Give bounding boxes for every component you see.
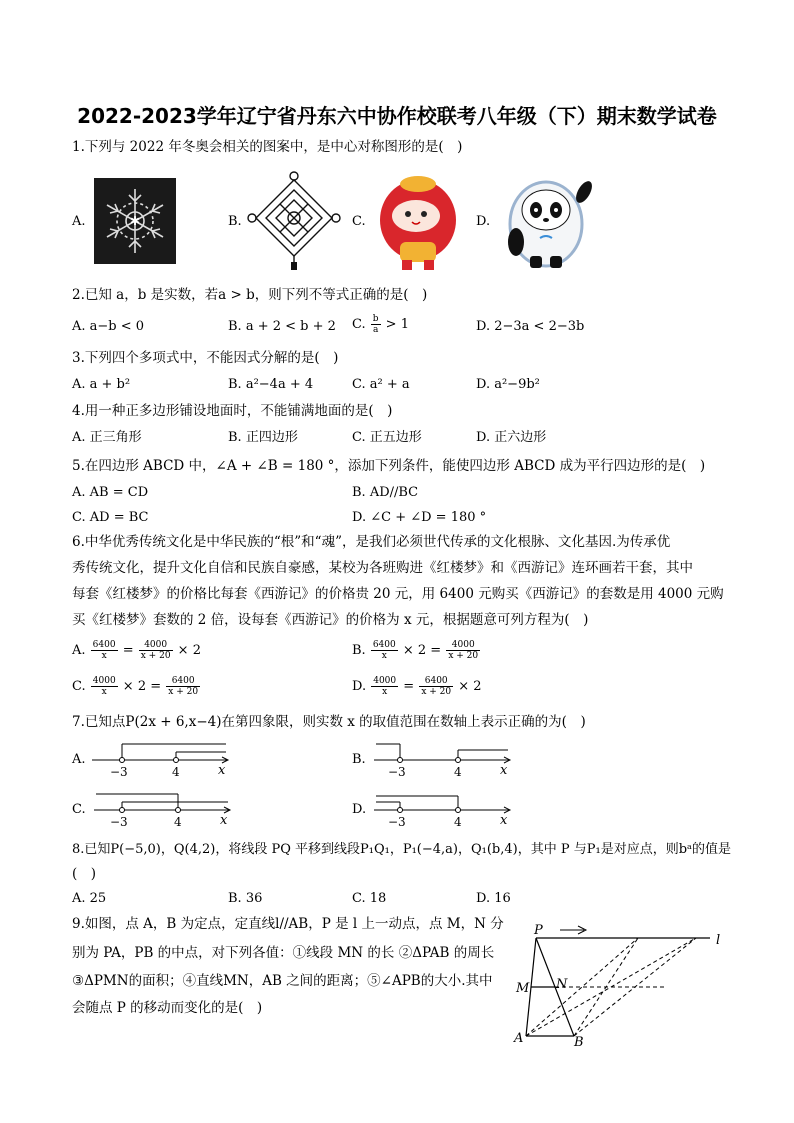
axis-x: x [218, 763, 226, 778]
fraction [139, 640, 173, 661]
q6-option-a [72, 640, 201, 661]
question-9-line-2: 别为 PA，PB 的中点，对下列各值：①线段 MN 的长 ②ΔPAB 的周长 [72, 945, 495, 961]
tick-4: 4 [172, 765, 180, 779]
fraction [446, 640, 480, 661]
fraction-denominator: x [101, 687, 107, 697]
q3-option-a: A. a + b² [72, 377, 131, 392]
axis-x: x [500, 763, 508, 778]
q5-option-d: D. ∠C + ∠D = 180 ° [352, 510, 487, 525]
fraction [419, 676, 453, 697]
q3-option-d: D. a²−9b² [476, 377, 540, 392]
tick-minus-3: −3 [388, 765, 406, 779]
number-line-a [90, 738, 240, 780]
q2-option-a: A. a−b < 0 [72, 319, 145, 334]
q7-label-c: C. [72, 802, 86, 817]
number-line-c [92, 788, 242, 830]
q6-option-c [72, 676, 201, 697]
q4-option-c: C. 正五边形 [352, 430, 422, 445]
svg-text:✱: ✱ [129, 214, 141, 228]
label-M: M [516, 981, 530, 996]
question-6-line-4: 买《红楼梦》套数的 2 倍，设每套《西游记》的价格为 x 元，根据题意可列方程为( ) [72, 612, 589, 628]
q8-option-b: B. 36 [228, 891, 263, 906]
lantern-mascot-image [372, 172, 464, 274]
fraction-numerator: 4000 [92, 676, 116, 686]
fraction [91, 640, 118, 661]
question-9-line-1: 9.如图，点 A，B 为定点，定直线l//AB，P 是 l 上一动点，点 M，N 分 [72, 916, 504, 932]
question-8-line-1: 8.已知P(−5,0)，Q(4,2)，将线段 PQ 平移到线段P₁Q₁，P₁(−4,a)，Q₁(b,4)，其中 P 与P₁是对应点，则bᵃ的值是 [72, 842, 732, 857]
q7-label-a: A. [72, 752, 86, 767]
fraction-denominator: a [372, 325, 379, 335]
fraction-denominator: x + 20 [448, 651, 479, 661]
q1-label-d: D. [476, 214, 491, 229]
q2-option-b: B. a + 2 < b + 2 [228, 319, 336, 334]
tick-4: 4 [174, 815, 182, 829]
q3-option-c: C. a² + a [352, 377, 410, 392]
q1-label-b: B. [228, 214, 242, 229]
tick-4: 4 [454, 815, 462, 829]
number-line-d [372, 788, 522, 830]
question-4-stem: 4.用一种正多边形铺设地面时，不能铺满地面的是( ) [72, 403, 393, 419]
axis-x: x [500, 813, 508, 828]
q3-option-b: B. a²−4a + 4 [228, 377, 314, 392]
tick-minus-3: −3 [110, 815, 128, 829]
fraction-numerator: 4000 [139, 640, 173, 651]
fraction-numerator: 6400 [92, 640, 116, 650]
fraction [371, 676, 398, 697]
fraction-numerator: 4000 [373, 676, 397, 686]
fraction [371, 640, 398, 661]
q5-option-c: C. AD = BC [72, 510, 149, 525]
q2-option-d: D. 2−3a < 2−3b [476, 319, 585, 334]
equals: = [118, 643, 138, 658]
q9-geometry-figure [508, 920, 730, 1048]
q7-label-b: B. [352, 752, 366, 767]
q6-option-b [352, 640, 481, 661]
question-6-line-1: 6.中华优秀传统文化是中华民族的“根”和“魂”，是我们必须世代传承的文化根脉、文化基因.为传承优 [72, 534, 671, 550]
q4-option-d: D. 正六边形 [476, 430, 547, 445]
label-P: P [534, 923, 543, 938]
q2-option-c-fraction [371, 314, 381, 335]
label-l: l [716, 933, 721, 948]
times-two: × 2 [173, 643, 201, 658]
fraction-numerator: 6400 [419, 676, 453, 687]
fraction-numerator: 6400 [166, 676, 200, 687]
q4-option-b: B. 正四边形 [228, 430, 298, 445]
page-title: 2022-2023学年辽宁省丹东六中协作校联考八年级（下）期末数学试卷 [77, 104, 717, 128]
fraction-numerator: 6400 [372, 640, 396, 650]
snowflake-image [94, 178, 176, 264]
fraction-numerator: b [372, 314, 379, 324]
label-A: A [514, 1031, 524, 1046]
question-9-line-4: 会随点 P 的移动而变化的是( ) [72, 1000, 263, 1016]
fraction [166, 676, 200, 697]
tick-4: 4 [454, 765, 462, 779]
label-B: B [574, 1035, 584, 1048]
question-3-stem: 3.下列四个多项式中，不能因式分解的是( ) [72, 350, 339, 366]
question-9-line-3: ③ΔPMN的面积；④直线MN，AB 之间的距离；⑤∠APB的大小.其中 [72, 973, 493, 989]
q5-option-a: A. AB = CD [72, 485, 149, 500]
q6-option-a-label: A. [72, 643, 86, 658]
fraction-numerator: 4000 [446, 640, 480, 651]
fraction-denominator: x [381, 651, 387, 661]
question-7-stem: 7.已知点P(2x + 6,x−4)在第四象限，则实数 x 的取值范围在数轴上表示正确的为( ) [72, 714, 586, 730]
q6-option-d [352, 676, 482, 697]
question-5-stem: 5.在四边形 ABCD 中，∠A + ∠B = 180 °，添加下列条件，能使四边形 ABCD 成为平行四边形的是( ) [72, 458, 706, 474]
panda-mascot-image [496, 170, 596, 270]
question-1-stem: 1.下列与 2022 年冬奥会相关的图案中，是中心对称图形的是( ) [72, 139, 463, 155]
equals: = [399, 679, 419, 694]
q4-option-a: A. 正三角形 [72, 430, 142, 445]
q8-option-d: D. 16 [476, 891, 511, 906]
times-two: × 2 [454, 679, 482, 694]
q2-option-c [352, 314, 409, 335]
axis-x: x [220, 813, 228, 828]
tick-minus-3: −3 [110, 765, 128, 779]
q6-option-b-label: B. [352, 643, 366, 658]
q5-option-b: B. AD//BC [352, 485, 419, 500]
q8-option-a: A. 25 [72, 891, 107, 906]
q8-option-c: C. 18 [352, 891, 387, 906]
fraction-denominator: x [101, 651, 107, 661]
q2-option-c-tail: > 1 [381, 317, 409, 332]
fraction-denominator: x + 20 [168, 687, 199, 697]
q1-label-c: C. [352, 214, 366, 229]
q1-label-a: A. [72, 214, 86, 229]
chinese-knot-image [244, 170, 344, 270]
question-8-line-2: ( ) [72, 866, 97, 882]
q6-option-d-label: D. [352, 679, 367, 694]
tick-minus-3: −3 [388, 815, 406, 829]
q6-option-c-label: C. [72, 679, 86, 694]
fraction-denominator: x + 20 [140, 651, 171, 661]
question-6-line-2: 秀传统文化，提升文化自信和民族自豪感，某校为各班购进《红楼梦》和《西游记》连环画若干套，其中 [72, 560, 693, 576]
number-line-b [372, 738, 522, 780]
times-two-equals: × 2 = [118, 679, 166, 694]
q2-option-c-label: C. [352, 317, 366, 332]
question-6-line-3: 每套《红楼梦》的价格比每套《西游记》的价格贵 20 元，用 6400 元购买《西游记》的套数是用 4000 元购 [72, 586, 724, 602]
fraction-denominator: x [382, 687, 388, 697]
fraction-denominator: x + 20 [421, 687, 452, 697]
question-2-stem: 2.已知 a，b 是实数，若a > b，则下列不等式正确的是( ) [72, 287, 428, 303]
fraction [91, 676, 118, 697]
label-N: N [556, 977, 568, 992]
q7-label-d: D. [352, 802, 367, 817]
times-two-equals: × 2 = [398, 643, 446, 658]
